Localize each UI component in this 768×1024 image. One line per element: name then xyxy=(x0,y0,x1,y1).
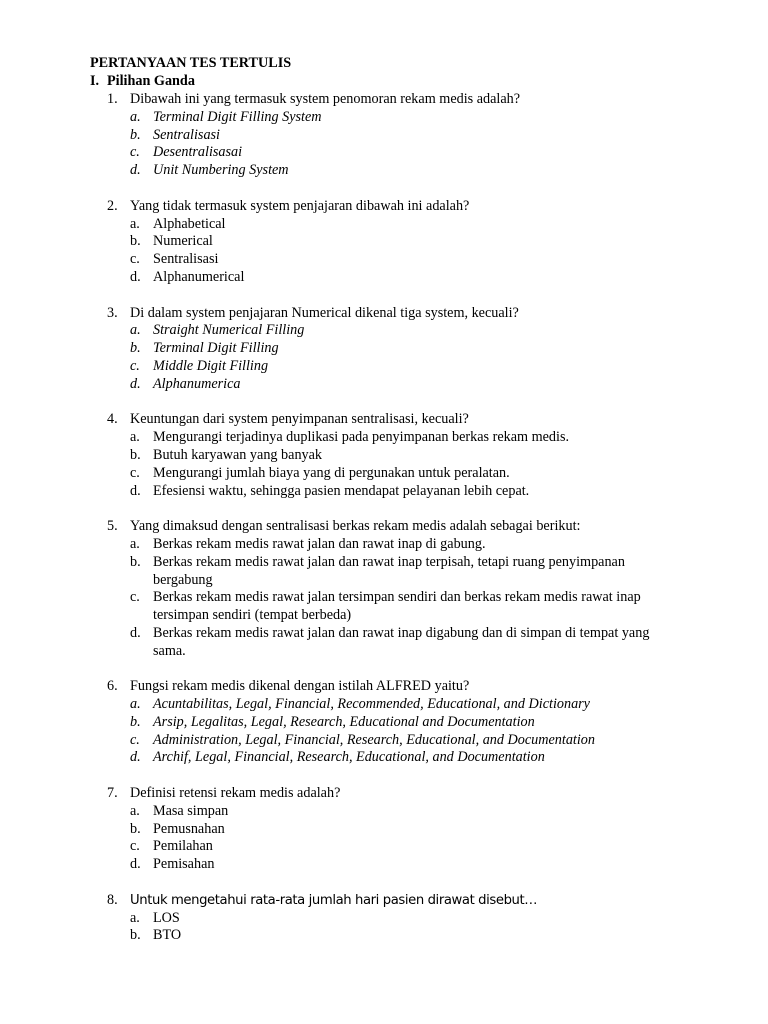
question-text: Fungsi rekam medis dikenal dengan istilah ALFRED yaitu? xyxy=(130,678,470,695)
option-item xyxy=(130,554,667,590)
option-item xyxy=(130,447,667,465)
option-letter: b. xyxy=(130,713,141,730)
option-item xyxy=(130,803,667,821)
option-list xyxy=(130,536,667,661)
question-list xyxy=(107,91,667,963)
option-letter: a. xyxy=(130,535,140,552)
option-letter: a. xyxy=(130,215,140,232)
option-text: Sentralisasi xyxy=(153,126,221,143)
question-number: 6. xyxy=(107,678,118,695)
option-text: Archif, Legal, Financial, Research, Educational, and Documentation xyxy=(153,749,545,766)
option-item xyxy=(130,838,667,856)
option-item xyxy=(130,625,667,661)
option-text: Pemusnahan xyxy=(153,820,225,837)
option-item xyxy=(130,127,667,145)
option-text: BTO xyxy=(153,927,182,944)
question-item xyxy=(107,305,667,394)
question-row xyxy=(107,91,667,109)
option-item xyxy=(130,714,667,732)
option-list xyxy=(130,216,667,287)
option-text: Alphanumerica xyxy=(153,375,241,392)
option-letter: a. xyxy=(130,696,141,713)
option-item xyxy=(130,749,667,767)
option-item xyxy=(130,927,667,945)
question-item xyxy=(107,892,667,945)
option-text: Mengurangi jumlah biaya yang di pergunakan untuk peralatan. xyxy=(153,464,510,481)
question-number: 2. xyxy=(107,197,118,214)
option-text: Numerical xyxy=(153,233,213,250)
option-item xyxy=(130,144,667,162)
option-item xyxy=(130,162,667,180)
option-item xyxy=(130,536,667,554)
option-letter: c. xyxy=(130,251,140,268)
option-letter: d. xyxy=(130,624,141,641)
question-number: 5. xyxy=(107,518,118,535)
option-item xyxy=(130,465,667,483)
option-letter: b. xyxy=(130,233,141,250)
question-number: 8. xyxy=(107,891,118,908)
option-item xyxy=(130,910,667,928)
option-letter: d. xyxy=(130,375,141,392)
option-text: Efesiensi waktu, sehingga pasien mendapat pelayanan lebih cepat. xyxy=(153,482,530,499)
section-number: I. xyxy=(90,73,100,89)
option-text: Pemilahan xyxy=(153,838,213,855)
question-row xyxy=(107,518,667,536)
option-letter: c. xyxy=(130,589,140,606)
option-letter: a. xyxy=(130,108,141,125)
option-text: Alphanumerical xyxy=(153,268,245,285)
option-list xyxy=(130,910,667,946)
option-text: Unit Numbering System xyxy=(153,162,289,179)
option-item xyxy=(130,251,667,269)
option-item xyxy=(130,429,667,447)
option-text: Arsip, Legalitas, Legal, Research, Educational and Documentation xyxy=(153,713,535,730)
option-letter: b. xyxy=(130,820,141,837)
option-letter: b. xyxy=(130,126,141,143)
option-letter: b. xyxy=(130,927,141,944)
option-text: Butuh karyawan yang banyak xyxy=(153,446,323,463)
question-item xyxy=(107,91,667,180)
question-text: Dibawah ini yang termasuk system penomoran rekam medis adalah? xyxy=(130,91,521,107)
option-text: Berkas rekam medis rawat jalan dan rawat inap terpisah, tetapi ruang penyimpanan bergabung xyxy=(153,553,625,588)
option-text: Pemisahan xyxy=(153,856,215,873)
option-letter: b. xyxy=(130,340,141,357)
question-item xyxy=(107,411,667,500)
option-item xyxy=(130,589,667,625)
option-text: Straight Numerical Filling xyxy=(153,322,305,339)
option-item xyxy=(130,856,667,874)
question-row xyxy=(107,892,667,910)
option-text: Berkas rekam medis rawat jalan dan rawat inap di gabung. xyxy=(153,535,486,552)
option-item xyxy=(130,358,667,376)
option-text: LOS xyxy=(153,909,180,926)
question-text: Di dalam system penjajaran Numerical dikenal tiga system, kecuali? xyxy=(130,304,519,321)
option-text: Masa simpan xyxy=(153,802,229,819)
question-text: Definisi retensi rekam medis adalah? xyxy=(130,785,341,802)
option-list xyxy=(130,803,667,874)
question-text: Yang dimaksud dengan sentralisasi berkas rekam medis adalah sebagai berikut: xyxy=(130,518,581,535)
section-heading xyxy=(90,73,195,91)
question-text: Keuntungan dari system penyimpanan sentralisasi, kecuali? xyxy=(130,411,469,428)
question-item xyxy=(107,518,667,660)
question-row xyxy=(107,198,667,216)
option-letter: d. xyxy=(130,482,141,499)
question-row xyxy=(107,678,667,696)
question-number: 3. xyxy=(107,304,118,321)
option-text: Administration, Legal, Financial, Research, Educational, and Documentation xyxy=(153,731,595,748)
question-number: 7. xyxy=(107,785,118,802)
option-letter: b. xyxy=(130,553,141,570)
section-title: Pilihan Ganda xyxy=(107,73,195,89)
option-item xyxy=(130,376,667,394)
option-text: Mengurangi terjadinya duplikasi pada penyimpanan berkas rekam medis. xyxy=(153,429,570,446)
question-row xyxy=(107,305,667,323)
option-letter: d. xyxy=(130,162,141,179)
option-text: Alphabetical xyxy=(153,215,226,232)
option-item xyxy=(130,233,667,251)
option-letter: c. xyxy=(130,731,140,748)
option-text: Middle Digit Filling xyxy=(153,357,269,374)
option-text: Acuntabilitas, Legal, Financial, Recommended, Educational, and Dictionary xyxy=(153,696,590,713)
option-text: Berkas rekam medis rawat jalan dan rawat inap digabung dan di simpan di tempat yang sama. xyxy=(153,624,650,659)
option-item xyxy=(130,821,667,839)
option-item xyxy=(130,732,667,750)
option-letter: c. xyxy=(130,464,140,481)
option-item xyxy=(130,216,667,234)
option-letter: c. xyxy=(130,144,140,161)
document-title: PERTANYAAN TES TERTULIS xyxy=(90,55,292,71)
option-item xyxy=(130,322,667,340)
option-letter: b. xyxy=(130,446,141,463)
option-text: Terminal Digit Filling xyxy=(153,340,279,357)
option-item xyxy=(130,340,667,358)
question-row xyxy=(107,411,667,429)
question-item xyxy=(107,198,667,287)
question-text: Yang tidak termasuk system penjajaran dibawah ini adalah? xyxy=(130,197,470,214)
option-item xyxy=(130,109,667,127)
option-item xyxy=(130,269,667,287)
question-number: 4. xyxy=(107,411,118,428)
option-list xyxy=(130,696,667,767)
option-list xyxy=(130,109,667,180)
option-text: Desentralisasai xyxy=(153,144,243,161)
question-item xyxy=(107,678,667,767)
option-letter: d. xyxy=(130,749,141,766)
question-row xyxy=(107,785,667,803)
option-letter: a. xyxy=(130,909,140,926)
question-text: Untuk mengetahui rata-rata jumlah hari pasien dirawat disebut… xyxy=(130,892,538,908)
question-item xyxy=(107,785,667,874)
option-item xyxy=(130,483,667,501)
question-number: 1. xyxy=(107,91,118,107)
option-text: Terminal Digit Filling System xyxy=(153,108,322,125)
option-item xyxy=(130,696,667,714)
option-text: Sentralisasi xyxy=(153,251,219,268)
option-letter: a. xyxy=(130,322,141,339)
option-list xyxy=(130,322,667,393)
option-letter: a. xyxy=(130,429,140,446)
option-letter: c. xyxy=(130,838,140,855)
option-list xyxy=(130,429,667,500)
option-letter: d. xyxy=(130,268,141,285)
option-letter: d. xyxy=(130,856,141,873)
option-letter: c. xyxy=(130,357,140,374)
option-text: Berkas rekam medis rawat jalan tersimpan sendiri dan berkas rekam medis rawat inap tersimpan sendiri (tempat berbeda) xyxy=(153,589,641,624)
option-letter: a. xyxy=(130,802,140,819)
